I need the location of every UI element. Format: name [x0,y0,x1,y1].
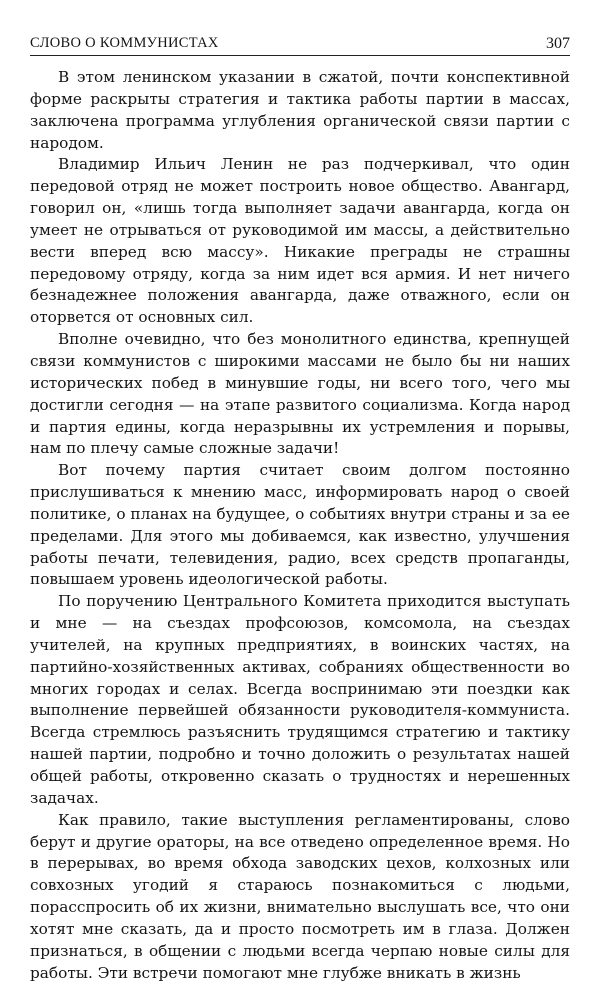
paragraph: По поручению Центрального Комитета приходится выступать и мне — на съездах профсоюзов, комсомола, на съездах учителей, на крупных предприятиях, в воинских частях, на партийно-хозяйственных активах, собраниях общественности во многих городах и селах. Всегда воспринимаю эти поездки как выполнение первейшей обязанности руководителя-коммуниста. Всегда стремлюсь разъяснить трудящимся стратегию и тактику нашей партии, подробно и точно доложить о результатах нашей общей работы, откровенно сказать о трудностях и нерешенных задачах. [30,592,570,807]
paragraph: Как правило, такие выступления регламентированы, слово берут и другие ораторы, на все отведено определенное время. Но в перерывах, во время обхода заводских цехов, колхозных или совхозных угодий я стараюсь познакомиться с людьми, порасспросить об их жизни, внимательно выслушать все, что они хотят мне сказать, да и просто посмотреть им в глаза. Должен признаться, в общении с людьми всегда черпаю новые силы для работы. Эти встречи помогают мне глубже вникать в жизнь [30,810,570,982]
paragraph: Вполне очевидно, что без монолитного единства, крепнущей связи коммунистов с широкими массами не было бы ни наших исторических побед в минувшие годы, ни всего того, чего мы достигли сегодня — на этапе развитого социализма. Когда народ и партия едины, когда неразрывны их устремления и порывы, нам по плечу самые сложные задачи! [30,330,570,458]
running-head: СЛОВО О КОММУНИСТАХ [30,35,219,51]
paragraph: Владимир Ильич Ленин не раз подчеркивал, что один передовой отряд не может построить новое общество. Авангард, говорил он, «лишь тогда выполняет задачи авангарда, когда он умеет не отрываться от руководимой им массы, а действительно вести вперед всю массу». Никакие преграды не страшны передовому отряду, когда за ним идет вся армия. И нет ничего безнадежнее положения авангарда, даже отважного, если он оторвется от основных сил. [30,155,570,327]
paragraph: Вот почему партия считает своим долгом постоянно прислушиваться к мнению масс, информировать народ о своей политике, о планах на будущее, о событиях внутри страны и за ее пределами. Для этого мы добиваемся, как известно, улучшения работы печати, телевидения, радио, всех средств пропаганды, повышаем уровень идеологической работы. [30,461,570,589]
page-number: 307 [546,35,570,52]
paragraph: В этом ленинском указании в сжатой, почти конспективной форме раскрыты стратегия и тактика работы партии в массах, заключена программа углубления органической связи партии с народом. [30,68,570,152]
body-text [30,67,570,984]
page-header [30,35,570,56]
